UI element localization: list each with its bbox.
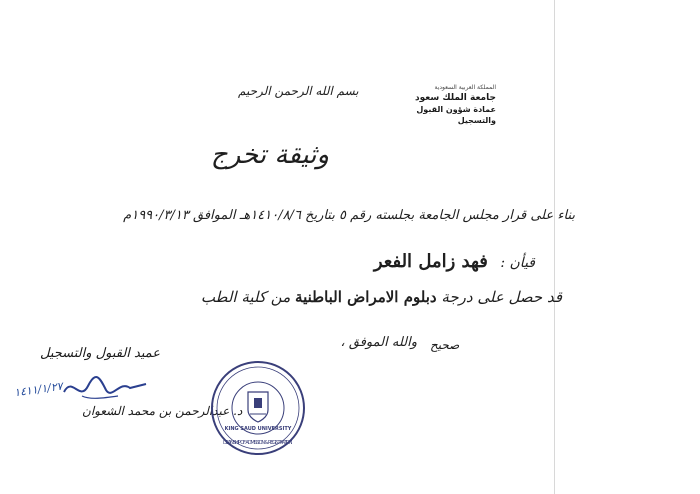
- degree-line: [201, 288, 562, 306]
- name-line: [374, 251, 535, 272]
- closing-line: والله الموفق ،: [340, 335, 417, 350]
- letterhead: [392, 84, 496, 126]
- basmala: بسم الله الرحمن الرحيم: [238, 84, 359, 98]
- university-seal: [208, 358, 308, 458]
- seal-subtitle: DEANSHIP OF ADMISSION & REGISTRATION: [223, 440, 293, 446]
- name-prefix: قيأن :: [500, 255, 535, 271]
- student-name: فهد زامل الفعر: [373, 251, 488, 272]
- dean-title: عميد القبول والتسجيل: [40, 346, 161, 361]
- kingdom-label: المملكة العربية السعودية: [434, 84, 496, 91]
- degree-suffix: من كلية الطب: [200, 288, 291, 306]
- page-edge: [554, 0, 555, 494]
- seal-name: KING SAUD UNIVERSITY: [224, 426, 292, 432]
- degree-prefix: قد حصل على درجة: [441, 288, 562, 306]
- dean-signature: [60, 372, 150, 404]
- verification-mark: صحيح: [430, 338, 460, 352]
- document-title: وثيقة تخرج: [210, 140, 330, 170]
- basis-line: بناء على قرار مجلس الجامعة بجلسته رقم ٥ بتاريخ ١٤١٠/٨/٦هـ الموافق ١٩٩٠/٣/١٣م: [123, 208, 575, 223]
- university-name: جامعة الملك سعود: [415, 93, 496, 103]
- deanship-name: عمادة شؤون القبول والتسجيل: [416, 105, 496, 125]
- degree-name: دبلوم الامراض الباطنية: [295, 288, 437, 306]
- signature-date: ١٤١١/١/٢٧: [13, 379, 64, 400]
- dean-name: د. عبدالرحمن بن محمد الشعوان: [82, 404, 243, 418]
